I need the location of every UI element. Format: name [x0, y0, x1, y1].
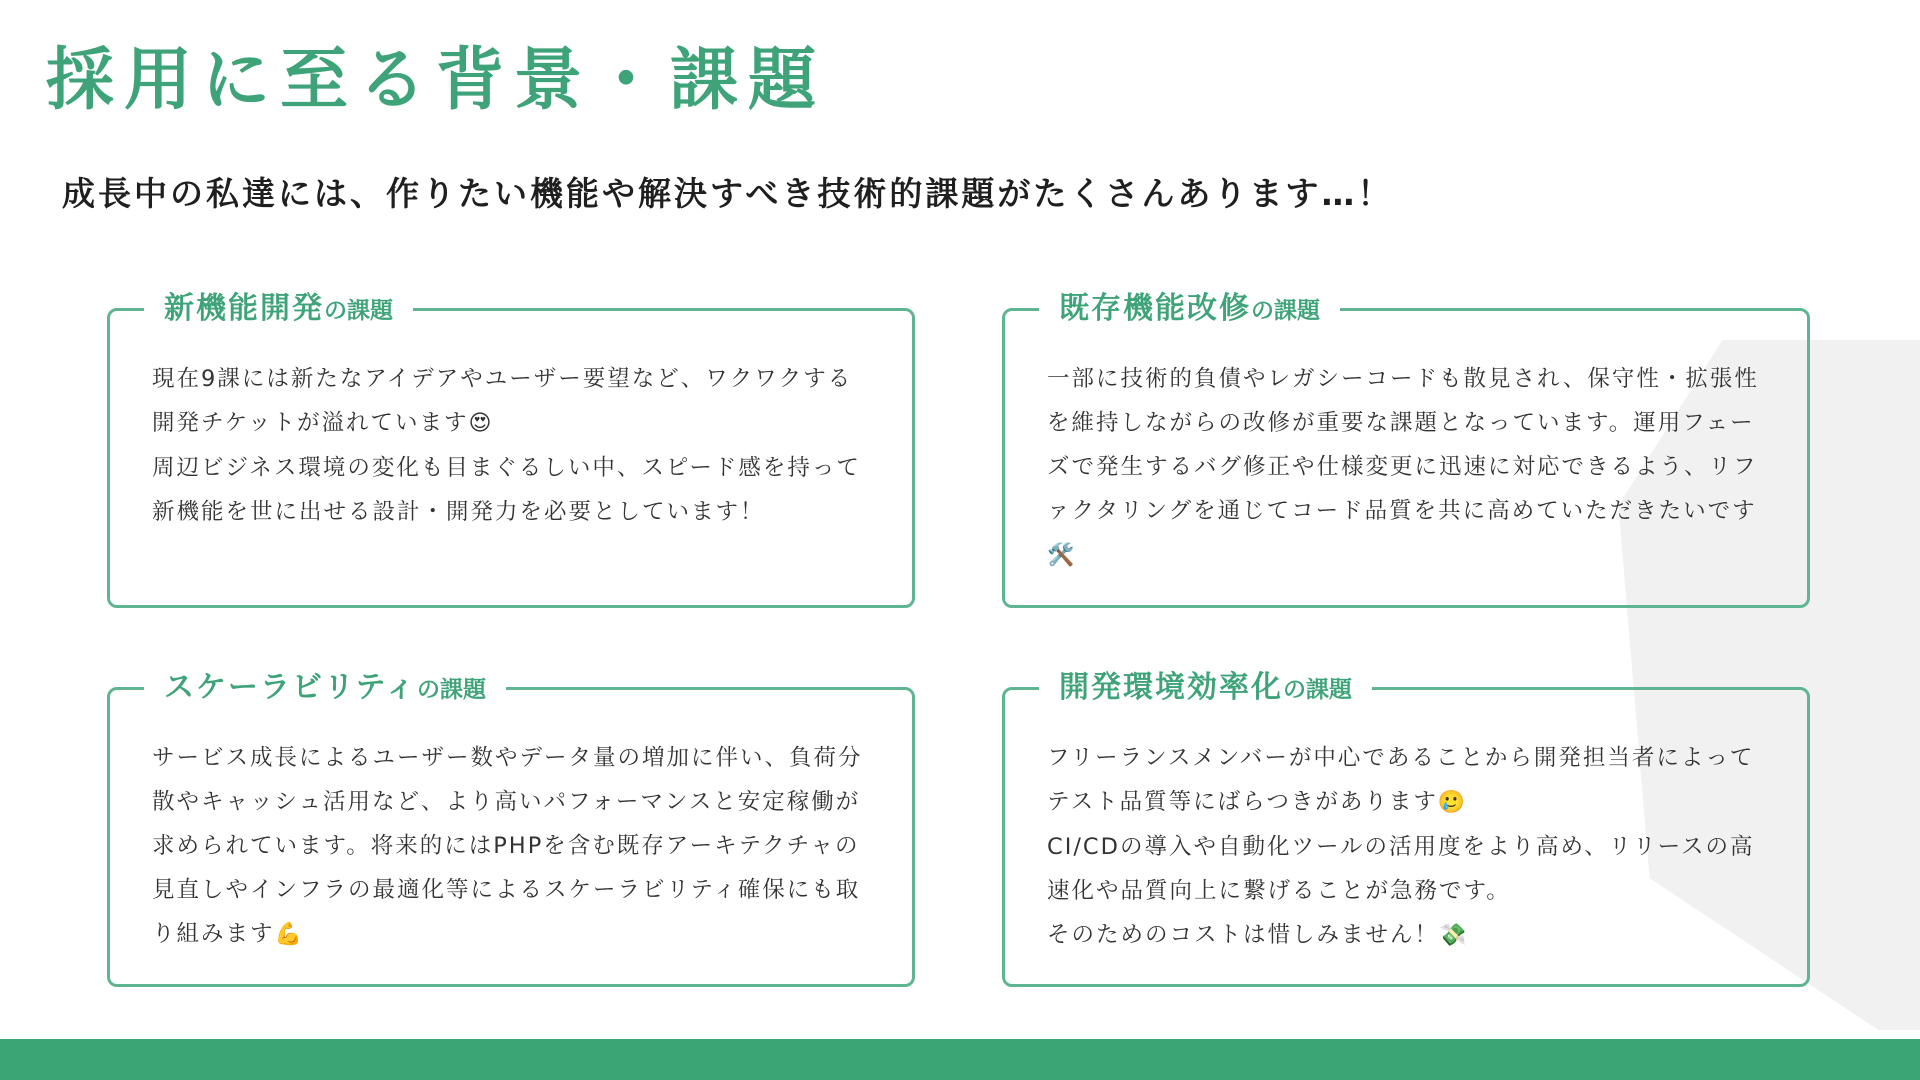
paragraph-text: サービス成長によるユーザー数やデータ量の増加に伴い、負荷分散やキャッシュ活用など、より高いパフォーマンスと安定稼働が求められています。将来的にはPHPを含む既存アーキテクチャの見直しやインフラの最適化等によるスケーラビリティ確保にも取り組みます	[152, 745, 863, 947]
page-subtitle: 成長中の私達には、作りたい機能や解決すべき技術的課題がたくさんあります…！	[62, 174, 1394, 213]
card-existing-feature-modification	[1002, 291, 1810, 608]
heart-eyes-emoji-icon: 😍	[468, 411, 492, 436]
card-dev-environment-efficiency	[1002, 670, 1810, 987]
card-title-main: 新機能開発	[164, 291, 324, 326]
card-paragraph	[1047, 736, 1765, 825]
paragraph-text: 現在9課には新たなアイデアやユーザー要望など、ワクワクする開発チケットが溢れています	[152, 366, 853, 436]
card-title-suffix: の課題	[1251, 298, 1320, 324]
card-scalability	[107, 670, 915, 987]
card-body	[152, 357, 870, 534]
paragraph-text: そのためのコストは惜しみません！	[1047, 922, 1440, 948]
money-with-wings-emoji-icon: 💸	[1439, 923, 1467, 948]
page-title: 採用に至る背景・課題	[46, 41, 827, 120]
card-paragraph	[1047, 825, 1765, 913]
paragraph-text: 一部に技術的負債やレガシーコードも散見され、保守性・拡張性を維持しながらの改修が重要な課題となっています。運用フェーズで発生するバグ修正や仕様変更に迅速に対応できるよう、リファクタリングを通じてコード品質を共に高めていただきたいです	[1047, 366, 1759, 524]
card-new-feature-development	[107, 291, 915, 608]
smiling-tear-emoji-icon: 🥲	[1437, 790, 1466, 815]
tools-emoji-icon: 🛠️	[1047, 543, 1075, 568]
card-title-suffix: の課題	[417, 677, 486, 703]
paragraph-text: CI/CDの導入や自動化ツールの活用度をより高め、リリースの高速化や品質向上に繋げることが急務です。	[1047, 834, 1755, 904]
footer-bar	[0, 1039, 1920, 1080]
card-title-main: 既存機能改修	[1059, 291, 1251, 326]
card-title-suffix: の課題	[1283, 677, 1352, 703]
card-body	[1047, 357, 1765, 578]
card-body	[1047, 736, 1765, 958]
card-paragraph	[1047, 357, 1765, 578]
paragraph-text: 周辺ビジネス環境の変化も目まぐるしい中、スピード感を持って新機能を世に出せる設計・開発力を必要としています！	[152, 455, 861, 525]
flexed-biceps-emoji-icon: 💪	[274, 922, 302, 947]
card-paragraph	[152, 736, 870, 957]
card-title-main: 開発環境効率化	[1059, 670, 1283, 705]
card-paragraph	[1047, 913, 1765, 958]
card-title-suffix: の課題	[324, 298, 393, 324]
card-title	[144, 660, 506, 718]
card-paragraph	[152, 446, 870, 534]
card-body	[152, 736, 870, 957]
card-paragraph	[152, 357, 870, 446]
card-title-main: スケーラビリティ	[164, 670, 417, 705]
card-title	[1039, 281, 1340, 339]
card-title	[1039, 660, 1372, 718]
paragraph-text: フリーランスメンバーが中心であることから開発担当者によってテスト品質等にばらつきがあります	[1047, 745, 1755, 815]
card-title	[144, 281, 413, 339]
